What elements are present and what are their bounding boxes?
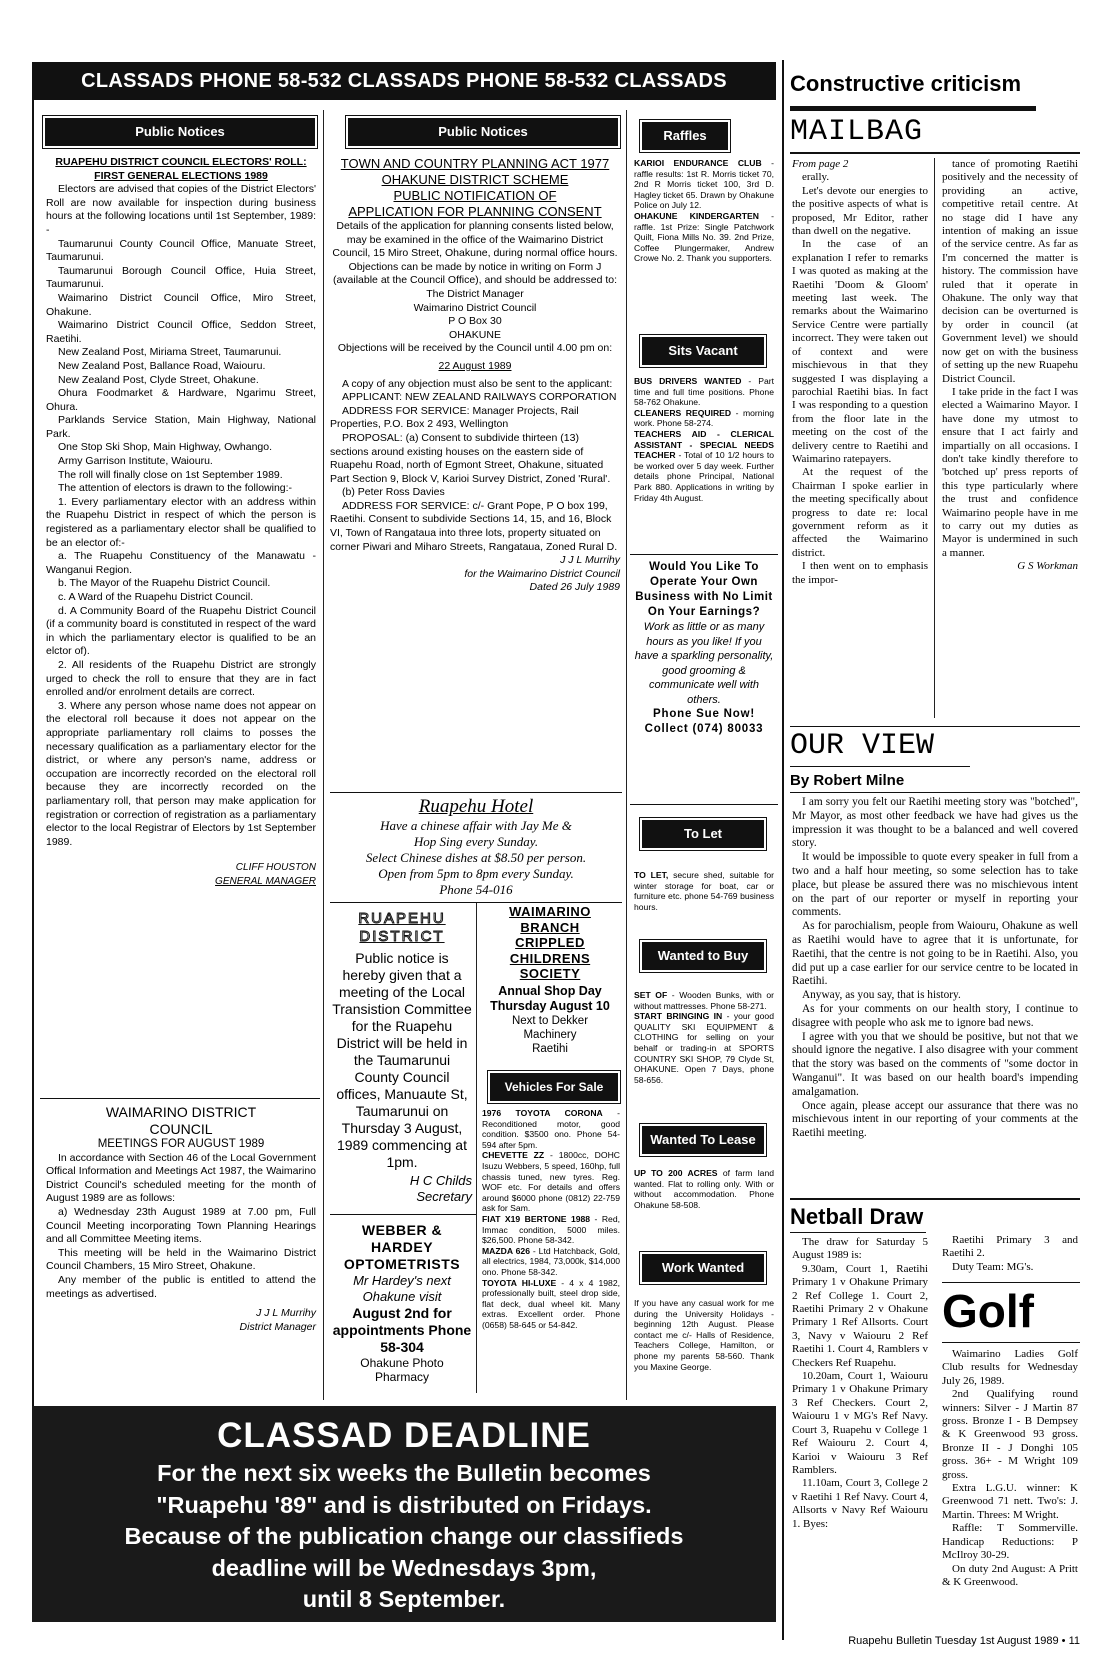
planning-address-line: The District Manager [426,287,524,300]
deadline-body [32,1458,776,1616]
mailbag-column-2 [942,158,1078,718]
col2-separator-1 [330,792,622,793]
business-headline: Would You Like To Operate Your Own Business with No Limit On Your Earnings? [635,561,773,618]
col2-section-header: Public Notices [348,118,618,146]
crippled-location-line: Raetihi [532,1042,568,1055]
mailbag-paragraph: I take pride in the fact I was elected a Waimarino Mayor. I have done my utmost to ensure that I act fairly and impartially on all occasions. I don't take kindly therefore to 'botched up' press reports of this type particularly where the trust and confidence Waimarino people have in me to carry out my duties as Mayor is undermined in such a manner. [942,385,1078,559]
waimarino-sign-name: J J L Murrihy [256,1307,316,1320]
crippled-location-line: Next to Dekker [511,1014,589,1027]
right-rule-1 [790,106,1036,111]
golf-paragraph: Raffle: T Sommerville. Handicap Reductions: P McIlroy 30-29. [942,1522,1078,1562]
ruapehu-district-logo [332,910,472,946]
hotel-line: Have a chinese affair with Jay Me & [380,818,572,833]
planning-title-line: OHAKUNE DISTRICT SCHEME [381,172,569,187]
classified-item-name: CLEANERS REQUIRED [634,407,732,418]
work-wanted-list [634,1298,774,1398]
classified-item-name: TOYOTA HI-LUXE [482,1277,557,1288]
crippled-title-line: SOCIETY [519,966,581,981]
classified-item [634,408,774,429]
crippled-title [480,904,620,982]
webber-title: WEBBER & HARDEY OPTOMETRISTS [343,1222,461,1272]
electors-paragraph: a. The Ruapehu Constituency of the Manawatu - Wanganui Region. [46,550,316,576]
electors-paragraph: 3. Where any person whose name does not appear on the electoral roll because it does not appear on the appropriate parliamentary roll claims to posses the necessary qualification as a parliamentary elector for the district, or where any person's name, address or occupation are incorrectly recorded on the electoral roll because they are incorrectly recorded on the parliamentary roll, that person may make application for registration or correction of registration as a parliamentary elector to the local Registrar of Electors by 1st September 1989. [46,699,316,848]
classified-item [482,1108,620,1150]
raffles-list [634,158,774,308]
netball-heading: Netball Draw [790,1204,924,1229]
classified-item-text: secure shed, suitable for winter storage for boat, car or furniture etc. phone 54-769 business hours. [634,870,774,912]
electors-paragraph: Army Garrison Institute, Waiouru. [58,455,213,468]
electors-paragraph: One Stop Ski Shop, Main Highway, Owhango. [58,441,273,454]
electors-paragraph: New Zealand Post, Miriama Street, Taumarunui. [58,346,282,359]
right-rule-3 [790,726,1080,727]
netball-paragraph: Raetihi Primary 3 and Raetihi 2. [942,1234,1078,1260]
classified-item [482,1150,620,1214]
col-divider-2 [626,110,627,1400]
classified-item-name: SET OF [634,990,668,1000]
logo-line-1: RUAPEHU [358,910,446,927]
classified-item [634,211,774,264]
mailbag-paragraph: In the case of an explanation I refer to remarks I was quoted as making at the Raetihi 'Doom & Gloom' meeting last week. The remarks about the Waimarino Service Centre were partially incorrect. They were taken out of context and were mischievous in that they suggested I was displaying a parochial Raetihi bias. In fact I was responding to a question from the floor late in the meeting on the cost of the delivery centre to Raetihi and Waimarino ratepayers. [792,238,928,465]
classified-item [634,990,774,1011]
planning-objections: Objections will be received by the Council until 4.00 pm on: [337,342,613,355]
sits-vacant-header: Sits Vacant [642,337,764,365]
classified-item [634,1011,774,1085]
ruapehu-district-notice [332,910,472,1204]
electors-paragraph: d. A Community Board of the Ruapehu District Council (if a community board is constituted in respect of the ward in which the parliamentary elector is qualified to be an elctor of). [46,604,316,658]
mailbag-text-1 [792,171,928,587]
electors-paragraph: The roll will finally close on 1st September 1989. [58,468,283,481]
golf-paragraph: On duty 2nd August: A Pritt & K Greenwood. [942,1562,1078,1588]
classified-item-text: - Red, Immac condition, 5000 miles. $26,500. Phone 58-342. [482,1213,620,1246]
mailbag-column-1 [792,158,928,718]
mailbag-text-2 [942,158,1078,560]
classified-item-text: - Ltd Hatchback, Gold, all electrics, 1984, 73,000k, $14,000 ono. Phone 58-342. [482,1245,620,1277]
col3-separator-1 [630,554,778,555]
mailbag-heading: MAILBAG [790,115,924,149]
webber-pharmacy: Ohakune Photo Pharmacy [360,1356,444,1384]
waimarino-paragraph: a) Wednesday 23th August 1989 at 7.00 pm, Full Council Meeting incorporating Town Planning Hearings and all Committee Meeting items. [46,1205,316,1246]
golf-body [942,1348,1078,1608]
classified-item-name: 1976 TOYOTA CORONA [482,1108,603,1118]
our-view-paragraph: Anyway, as you say, that is history. [802,989,961,1002]
right-rule-9 [942,1342,1080,1343]
electors-paragraph: b. The Mayor of the Ruapehu District Council. [58,577,271,590]
electors-title: RUAPEHU DISTRICT COUNCIL ELECTORS' ROLL: [55,156,307,168]
left-border [32,100,34,1406]
ruapehu-hotel-ad [330,796,622,896]
work-wanted-header: Work Wanted [642,1254,764,1282]
hotel-line: Select Chinese dishes at $8.50 per person. [365,850,587,865]
netball-paragraph: Duty Team: MG's. [952,1260,1034,1273]
planning-intro: Details of the application for planning consents listed below, may be examined in the office of the Waimarino District Council, 15 Miro Street, Ohakune, during normal office hours. Objections can be made by notice in writing on Form J (available at the Council Office), and should be addressed to: [332,220,618,287]
our-view-paragraph: Once again, please accept our assurance that there was no mischievous intent in our reporting of your comments at the Raetihi meeting. [792,1099,1078,1140]
col2-separator-3 [330,1214,476,1215]
our-view-paragraph: I agree with you that we should be positive, but not that we should ignore the negative. I also disagree with your comment that the story was based on the comments of "some doctor in Wanganui". It was based on our health board's impending amalgamation. [792,1030,1078,1098]
classad-deadline-box [32,1406,776,1622]
electors-subtitle: FIRST GENERAL ELECTIONS 1989 [94,169,268,182]
classified-item-name: KARIOI ENDURANCE CLUB [634,158,762,168]
classified-item [634,1168,774,1210]
planning-paragraph: APPLICANT: NEW ZEALAND RAILWAYS CORPORATION [342,391,617,404]
classified-item-text: If you have any casual work for me during the University Holidays - beginning 12th August. Please contact me c/- Halls of Residence, Teachers College, Hamilton, or phone my parents 58-560. Thank you Maxine George. [634,1298,774,1372]
electors-paragraph: c. A Ward of the Ruapehu District Council. [58,591,254,603]
netball-paragraph: 10.20am, Court 1, Waiouru Primary 1 v Ohakune Primary 3 Ref Checkers. Court 2, Waiouru 1 v MG's Ref Navy. Court 3, Ruapehu v College 1 Ref Waiouru 2. Court 4, Karioi v Waiouru 3 Ref Ramblers. [792,1370,928,1476]
classified-item [482,1246,620,1278]
mailbag-paragraph: tance of promoting Raetihi positively and the necessity of providing an active, competitive retail centre. At no stage did I have any intention of making an issue of the service centre. As far as I'm concerned the matter is history. The commission have ruled that it operate in Ohakune. The only way that decision can be overturned is by order in council (at Government level) we should now get on with the business of setting up the new Ruapehu District Council. [942,158,1078,385]
electors-paragraph: Waimarino District Council Office, Miro Street, Ohakune. [46,291,316,318]
vehicles-list [482,1108,620,1398]
waimarino-title: WAIMARINO DISTRICT COUNCIL [105,1104,257,1137]
classified-item [634,1298,774,1372]
crippled-date: Annual Shop Day Thursday August 10 [490,983,610,1013]
tolet-list [634,870,774,930]
mailbag-paragraph: Let's devote our energies to the positive aspects of what is proposed, Mr Editor, rather than dwell on the negative. [792,184,928,238]
planning-address-line: OHAKUNE [449,328,501,341]
planning-paragraph: A copy of any objection must also be sent to the applicant: [342,377,613,390]
waimarino-body [46,1152,316,1302]
classified-item-text: - 1800cc, DOHC Isuzu Webbers, 5 speed, 160hp, full chassis tuned, new tyres. Reg. WOF etc. For details and offers around $6000 phone (0812) 22-759 ask for Sam. [482,1150,620,1214]
mailbag-paragraph: At the request of the Chairman I spoke earlier in the meeting specifically about progress to date re: local government reform as it affected the Waimarino district. [792,466,928,559]
crippled-title-line: CHILDRENS [509,950,591,966]
classified-item-text: - 4 x 4 1982, professionally built, steel drop side, flat deck, dual wheel kit. Many extras. Excellent order. Phone (0658) 58-645 or 54-842. [482,1277,620,1330]
own-business-ad [634,560,774,800]
hotel-line: Hop Sing every Sunday. [413,834,539,849]
electors-sign-title: GENERAL MANAGER [215,875,316,887]
classified-item-name: MAZDA 626 [482,1245,530,1256]
planning-paragraph: ADDRESS FOR SERVICE: Manager Projects, Rail Properties, P.O. Box 2 493, Wellington [330,404,579,431]
classified-item-text: of farm land wanted. Flat to rolling only. With or without accommodation. Phone Ohakune 58-508. [634,1168,774,1210]
classified-item-text: - raffle results: 1st R. Morris ticket 70, 2nd R Morris ticket 100, 3rd D. Hagley ticket 65. Drawn by Ohakune Police on July 12. [634,158,774,211]
webber-appointments: August 2nd for appointments Phone 58-304 [332,1305,472,1355]
classified-item-text: - Reconditioned motor, good condition. $3500 ono. Phone 54-594 after 5pm. [482,1108,621,1150]
electors-paragraph: 1. Every parliamentary elector with an address within the Ruapehu District in respect of which the person is registered as a parliamentary elector shall be qualified to be an elector of:- [46,495,316,549]
electors-sign-name: CLIFF HOUSTON [235,862,316,874]
planning-title-line: APPLICATION FOR PLANNING CONSENT [348,204,602,219]
webber-visit: Mr Hardey's next Ohakune visit [353,1273,451,1304]
our-view-body [792,796,1078,1216]
electors-paragraph: Taumarunui Borough Council Office, Huia Street, Taumarunui. [46,264,316,291]
electors-paragraph: Ohura Foodmarket & Hardware, Ngarimu Street, Ohura. [46,387,316,413]
netball-column-1 [792,1236,928,1636]
logo-line-2: DISTRICT [359,928,445,945]
classified-item-text: - Total of 10 1/2 hours to be worked over 5 day week. Further details phone Principal, National Park 880. Applications in writing by Friday 4th August. [634,450,774,503]
planning-paragraph: PROPOSAL: (a) Consent to subdivide thirteen (13) sections around existing houses on the eastern side of Ruapehu Road, north of Egmont Street, Ohakune, situated Part Section 9, Block V, Karioi Survey District, Zoned 'Rural'. [330,431,611,485]
planning-sign-name: J J L Murrihy [560,554,620,567]
waimarino-meetings-notice [46,1104,316,1384]
col1-section-header: Public Notices [45,118,315,146]
ruapehu-district-sign-title: Secretary [416,1189,472,1204]
classified-item [634,376,774,408]
classified-item-text: - Wooden Bunks, with or without mattresses. Phone 58-271. [634,990,774,1011]
crippled-location-line: Machinery [523,1028,577,1041]
our-view-heading: OUR VIEW [790,729,935,763]
classified-item [634,429,774,503]
ruapehu-district-sign-name: H C Childs [409,1173,472,1188]
hotel-title: Ruapehu Hotel [418,796,534,817]
sits-list [634,376,774,546]
waimarino-sign-title: District Manager [239,1320,316,1333]
classified-item-text: - Part time and full time positions. Phone 58-762 Ohakune. [634,376,774,408]
mailbag-signature: G S Workman [1017,560,1078,573]
wanted-buy-header: Wanted to Buy [642,942,764,970]
from-page: From page 2 [792,158,849,170]
electors-paragraph: Electors are advised that copies of the District Electors' Roll are now available for inspection during business hours at the following locations until 1st September, 1989: - [46,183,316,236]
planning-title-line: PUBLIC NOTIFICATION OF [393,188,557,203]
planning-title-line: TOWN AND COUNTRY PLANNING ACT 1977 [340,156,610,171]
classified-item-text: - raffle. 1st Prize: Single Patchwork Quilt, Fiona Mills No. 39. 2nd Prize, Coffee Plungermaker, Andrew Crowe No. 2. Thank you supporters. [634,210,774,264]
business-body: Work as little or as many hours as you like! If you have a sparkling personality, good grooming & communicate well with others. [634,621,774,706]
constructive-criticism-heading: Constructive criticism [790,71,1022,96]
center-divider [782,60,784,1640]
crippled-childrens-ad [480,904,620,1062]
electors-paragraph: Parklands Service Station, Main Highway, National Park. [46,414,316,440]
our-view-paragraph: I am sorry you felt our Raetihi meeting story was "botched", Mr Mayor, as most other feedback we have had gives us the impression it was thought to be a balanced and well covered story. [792,796,1078,850]
ruapehu-district-text: Public notice is hereby given that a meeting of the Local Transistion Committee for the Ruapehu District will be held in the Taumarunui County Council offices, Manuaute St, Taumarunui on Thursday 3 August, 1989 commencing at 1pm. [332,950,472,1170]
planning-sign-date: Dated 26 July 1989 [529,581,620,594]
col-divider-1 [323,110,324,1400]
classified-item [482,1214,620,1246]
right-rule-4 [790,766,970,767]
planning-address-line: P O Box 30 [448,315,502,328]
col3-separator-2 [630,804,778,805]
planning-date: 22 August 1989 [438,359,512,372]
right-rule-8 [942,1282,1080,1283]
deadline-line: until 8 September. [302,1586,506,1612]
planning-address [330,288,620,342]
deadline-title: CLASSAD DEADLINE [217,1416,591,1455]
col1-separator [40,1098,320,1099]
waimarino-subtitle: MEETINGS FOR AUGUST 1989 [97,1138,265,1150]
col2-inner-divider [476,903,477,1393]
mailbag-paragraph: erally. [802,171,830,184]
classified-item [634,870,774,912]
planning-body [330,378,620,555]
wanted-lease-list [634,1168,774,1238]
mailbag-paragraph: I then went on to emphasis the impor- [792,560,928,586]
mailbag-col-divider [934,158,935,718]
hotel-body [330,818,622,898]
hotel-line: Open from 5pm to 8pm every Sunday. [378,866,574,881]
golf-paragraph: Extra L.G.U. winner: K Greenwood 71 nett. Two's: J. Martin. Threes: M Wright. [942,1482,1078,1521]
electors-body [46,183,316,849]
hotel-line: Phone 54-016 [439,882,513,897]
classads-banner: CLASSADS PHONE 58-532 CLASSADS PHONE 58-532 CLASSADS [32,62,776,100]
golf-paragraph: Waimarino Ladies Golf Club results for Wednesday July 26, 1989. [942,1348,1078,1387]
raffles-header: Raffles [642,122,728,150]
electors-notice [46,156,316,1056]
right-rule-5 [790,792,1080,793]
waimarino-paragraph: This meeting will be held in the Waimarino District Council Chambers, 15 Miro Street, Ohakune. [46,1246,316,1273]
right-rule-6 [790,1198,1080,1200]
waimarino-paragraph: Any member of the public is entitled to attend the meetings as advertised. [46,1273,316,1300]
right-rule-7 [790,1232,926,1233]
waimarino-paragraph: In accordance with Section 46 of the Local Government Offical Information and Meetings Act 1987, the Waimarino District Council's scheduled meeting for the month of August 1989 are as follows: [46,1151,316,1205]
planning-sign-title: for the Waimarino District Council [464,567,620,580]
electors-paragraph: New Zealand Post, Clyde Street, Ohakune. [58,373,259,386]
wanted-buy-list [634,990,774,1110]
classified-item-name: UP TO 200 ACRES [634,1168,718,1178]
crippled-location [480,1014,620,1056]
classified-item-name: TO LET, [634,870,669,880]
netball-paragraph: The draw for Saturday 5 August 1989 is: [792,1236,928,1262]
planning-paragraph: (b) Peter Ross Davies [342,486,445,499]
crippled-title-line: WAIMARINO [509,904,591,919]
our-view-paragraph: As for your comments on our health story, I continue to disagree with people who ask me to ignore bad news. [792,1002,1078,1029]
planning-paragraph: ADDRESS FOR SERVICE: c/- Grant Pope, P O box 199, Raetihi. Consent to subdivide Sections 14, 15, and 16, Block VI, Town of Rangataua into three lots, property situated on corner Piwari and Miharo Streets, Rangataua, Zoned Rural D. [330,499,618,553]
electors-paragraph: Waimarino District Council Office, Seddon Street, Raetihi. [46,319,316,345]
classified-item [634,158,774,211]
classified-item [482,1278,620,1331]
right-rule-2 [790,152,1080,154]
deadline-line: deadline will be Wednesdays 3pm, [211,1554,597,1581]
deadline-line: For the next six weeks the Bulletin becomes [157,1460,651,1486]
business-phone: Phone Sue Now! Collect (074) 80033 [644,708,764,735]
byline: By Robert Milne [790,772,905,789]
golf-paragraph: 2nd Qualifying round winners: Silver - J Martin 87 gross. Bronze I - B Dempsey & K Greenwood 93 gross. Bronze II - J Donghi 105 gross. 36+ - M Wright 109 gross. [942,1388,1078,1481]
planning-notice [330,156,620,786]
classified-item-name: OHAKUNE KINDERGARTEN [634,210,759,221]
crippled-title-line: BRANCH [520,919,580,935]
our-view-paragraph: As for parochialism, people from Waiouru, Ohakune as well as Raetihi would have to agree that it is unfortunate, for Raetihi, that the centre is not going to be in Raetihi. Also, you did put up a case earlier for our service centre to be located in Raetihi. [792,920,1078,988]
crippled-title-line: CRIPPLED [515,935,585,950]
classified-item-name: FIAT X19 BERTONE 1988 [482,1213,591,1224]
deadline-line: Because of the publication change our classifieds [124,1523,684,1549]
netball-paragraph: 11.10am, Court 3, College 2 v Raetihi 1 Ref Navy. Court 4, Allsorts v Navy Ref Waiouru 1. Byes: [792,1477,928,1530]
golf-heading: Golf [942,1285,1034,1337]
classified-item-text: - your good QUALITY SKI EQUIPMENT & CLOTHING for selling on your behalf or trading-in at SPORTS COUNTRY SKI SHOP, 79 Clyde St, OHAKUNE. Open 7 Days, phone 58-656. [634,1011,774,1085]
electors-paragraph: New Zealand Post, Ballance Road, Waiouru. [58,359,266,372]
classified-item-name: BUS DRIVERS WANTED [634,376,742,386]
classified-item-name: TEACHERS AID - CLERICAL ASSISTANT - SPECIAL NEEDS TEACHER [634,428,774,461]
planning-titles [330,156,620,220]
to-let-header: To Let [642,820,764,848]
our-view-paragraph: It would be impossible to quote every speaker in full from a two and a half hour meeting, so some selection has to take place, but please be assured there was no mischievous intent on the part of our reporter or myself in reporting your comments. [792,851,1078,919]
electors-paragraph: Taumarunui County Council Office, Manuate Street, Taumarunui. [46,237,316,264]
classified-item-text: - morning work. Phone 58-274. [634,407,774,429]
classified-item-name: START BRINGING IN [634,1011,723,1022]
vehicles-header: Vehicles For Sale [490,1073,618,1101]
page-footer: Ruapehu Bulletin Tuesday 1st August 1989 • 11 [848,1635,1080,1647]
electors-paragraph: 2. All residents of the Ruapehu District are strongly urged to check the roll to ensure that they are in fact enrolled and/or enrolment details are correct. [46,658,316,699]
planning-address-line: Waimarino District Council [413,301,537,314]
deadline-line: "Ruapehu '89" and is distributed on Fridays. [156,1491,652,1518]
wanted-lease-header: Wanted To Lease [642,1126,764,1154]
classified-item-name: CHEVETTE ZZ [482,1150,545,1161]
electors-paragraph: The attention of electors is drawn to the following:- [58,482,293,495]
webber-hardey-ad [332,1222,472,1392]
netball-paragraph: 9.30am, Court 1, Raetihi Primary 1 v Ohakune Primary 2 Ref College 1. Court 2, Raetihi Primary 2 v Ohakune Primary 1 Ref Allsorts. Court 3, Navy v Waiouru 2 Ref Raetihi 1. Court 4, Ramblers v Checkers Ref Ruapehu. [792,1262,928,1369]
